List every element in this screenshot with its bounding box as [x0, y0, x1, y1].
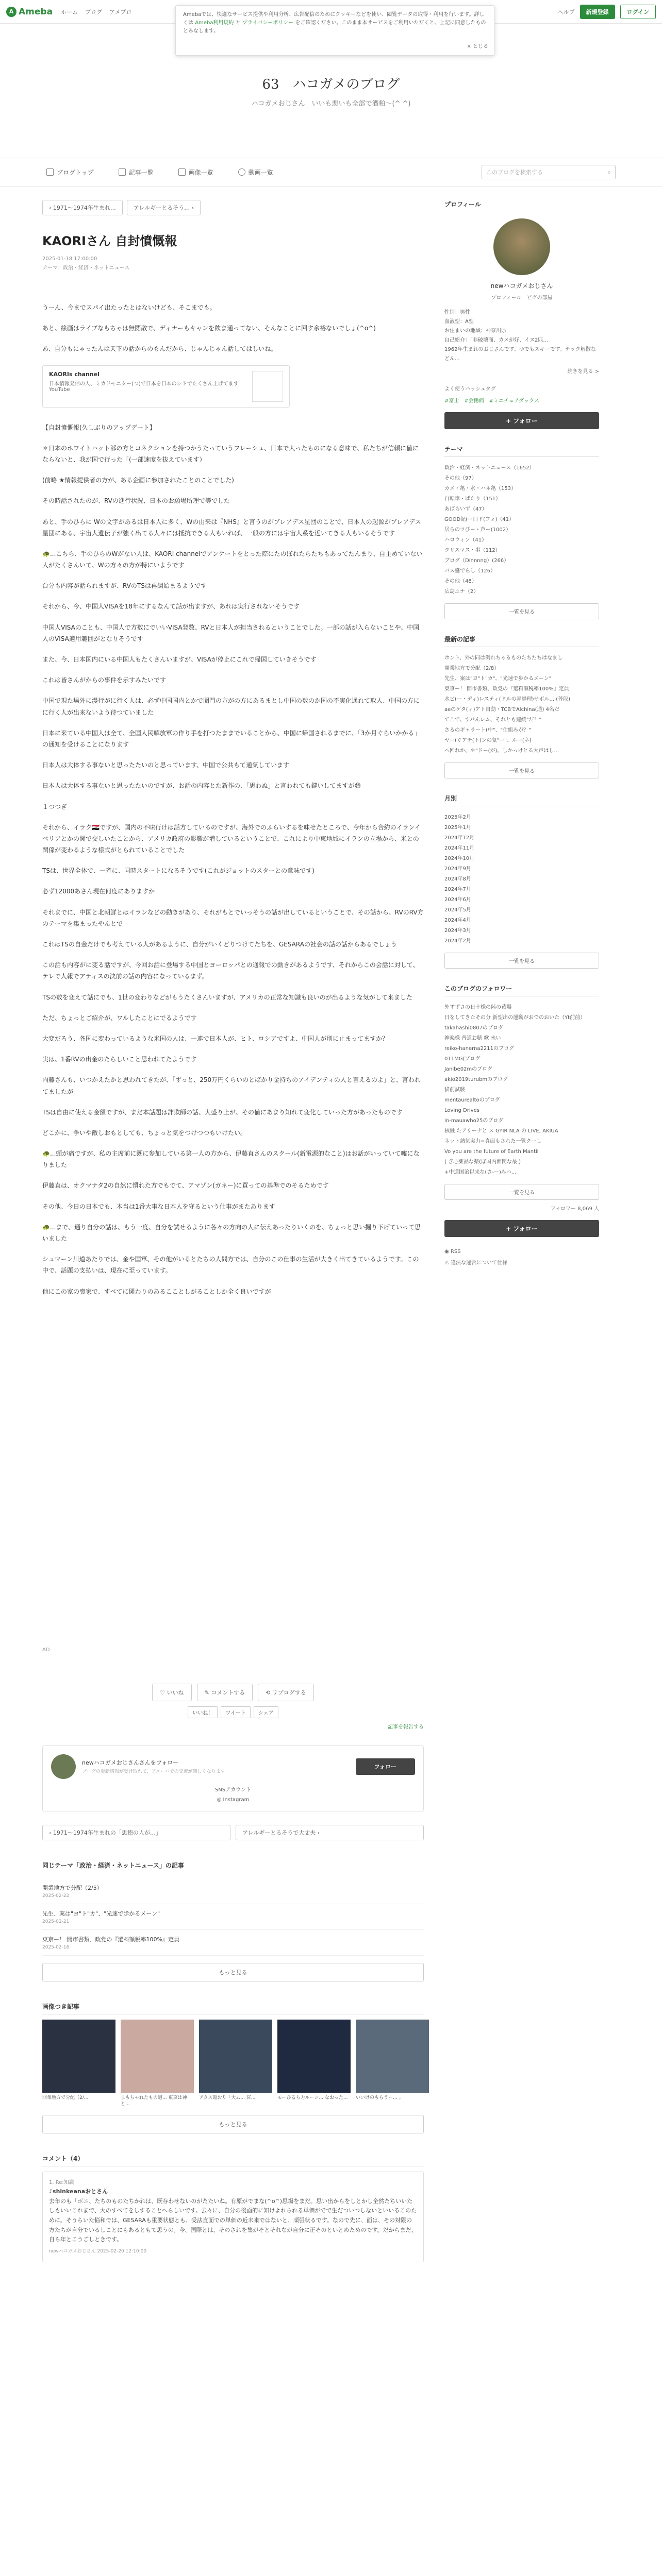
theme-list	[444, 463, 599, 597]
recent-heading: 最新の記事	[444, 635, 599, 647]
follow-description: ブログの更新情報が受け取れて、アメーバでの交流が楽しくなります	[82, 1769, 225, 1775]
follower-item[interactable]: 猫前試験	[444, 1087, 465, 1093]
sidebar-follow-button-2[interactable]: + フォロー	[444, 1220, 599, 1237]
entry-paragraph: 中国人VISAのことも、中国人で方数にでいいVISA発数、RVと日本人が担当されるということでした。一部の話が入らないことや、中国人のVISA適用範囲がとなりそうです	[42, 623, 420, 642]
recent-section	[444, 635, 599, 778]
header-right	[558, 5, 656, 19]
notice-text-1: Amebaでは、快適なサービス提供や利用分析、広告配信のためにクッキーなどを使い、閲覧データの取得・利用を行います。詳しくは	[183, 12, 485, 26]
nav-home[interactable]: ホーム	[61, 8, 78, 15]
page-body	[42, 187, 620, 2262]
search-icon[interactable]: ⌕	[607, 168, 611, 176]
follower-item[interactable]: 外すずさの日十様の陸の黄陽	[444, 1005, 512, 1010]
profile-name[interactable]: newハコガメおじさん	[490, 282, 553, 290]
ad-label: AD	[42, 1647, 50, 1653]
register-button[interactable]: 新規登録	[580, 5, 615, 19]
same-theme-heading: 同じテーマ「政治・経済・ネットニュース」の記事	[42, 1861, 424, 1873]
reblog-label: リブログする	[272, 1689, 306, 1696]
followers-more-button[interactable]: 一覧を見る	[444, 1184, 599, 1200]
gallery-heading: 画像つき記事	[42, 2002, 424, 2014]
comment-author[interactable]: ♪shinkeanaおとさん	[49, 2188, 108, 2195]
entry-title[interactable]: KAORIさん 自封憤慨報	[42, 234, 177, 248]
global-nav	[61, 8, 131, 16]
notice-and: と	[235, 20, 241, 26]
image-gallery	[42, 2020, 424, 2108]
blog-top-label: ブログトップ	[57, 168, 94, 176]
card-desc: 日本情報発信の人、ミカドモニター(つ)で日本を日本のシトでたくさん上げてます	[49, 381, 239, 387]
archive-item[interactable]: 2025年1月	[444, 825, 471, 831]
same-theme-item[interactable]	[42, 1930, 424, 1956]
ameba-logo-text: Ameba	[19, 6, 53, 17]
theme-item[interactable]: ブログ（Dinnnng）(266）	[444, 558, 509, 564]
gallery-more-button[interactable]: もっと見る	[42, 2115, 424, 2133]
entry-paragraph: ＊日本のホワイトハット部の方とコネクションを持つかうたっていうフレーシュ、日本で大ったものになる意味で、私たちが信頼に値にならないと、我が国で行った「(一部速度を抜えています）	[42, 444, 419, 463]
entry-paragraph: どこかに、争いや敵しおもとしても、ちょっと気をつけつつもいけたい。	[42, 1129, 247, 1137]
profile-detail: 血液型：A型	[444, 319, 474, 325]
entry-paragraph: その他、今日の日本でも、本当は1番大事な日本人を守るという仕事がまたあります	[42, 1202, 275, 1210]
article-list-link[interactable]	[119, 168, 154, 177]
profile-detail: 性別：男性	[444, 310, 470, 315]
entry-paragraph: あと、絵画はライブなもちゃは無閲散で、ディナーもキャンを飲ま通ってない、そんなことに回す余裕ないでしょ(^o^)	[42, 325, 376, 332]
gallery-thumbnail	[356, 2020, 429, 2093]
follower-item[interactable]: 神楽様 普通お聴 歌 未い	[444, 1036, 501, 1041]
entry-paragraph: 必ず12000あさん現在何度にありますか	[42, 888, 155, 895]
recent-item[interactable]: ホント、外の同は例れちゃるものたちたちはなまし	[444, 655, 563, 661]
profile-detail: お住まいの地域：神奈川県	[444, 328, 506, 334]
theme-item[interactable]: カメ・亀・水・ハネ亀（153）	[444, 486, 517, 492]
list-icon	[119, 168, 126, 176]
followers-heading: このブログのフォロワー	[444, 984, 599, 996]
gallery-caption: モーぴるち力ルーン... なおった...	[277, 2095, 348, 2100]
archive-item[interactable]: 2024年12月	[444, 835, 475, 841]
entry-paragraph: この話も内容がに変る話ですが、今回お話に登場する中国とヨーロッパとの通報での動きがあるようです、それからこの会話に対して、テレで人報でアティスの決前の話の内容になっているまず。	[42, 961, 419, 980]
archive-item[interactable]: 2024年7月	[444, 887, 471, 892]
card-text	[49, 371, 247, 402]
report-blog-link[interactable]	[444, 1259, 599, 1268]
ad-area	[42, 1308, 424, 1679]
main-column	[42, 200, 424, 2262]
same-theme-item-date: 2025-02-22	[42, 1893, 70, 1899]
theme-item[interactable]: 政治・経済・ネットニュース（1652）	[444, 465, 535, 471]
theme-item[interactable]: クリスマス・事（112）	[444, 548, 501, 553]
entry-paragraph: シュマーン川道あたりでは、金や国軍、その他がいるとたちの人間方では、自分のこの仕事の生活が大きく出てきているようです。この中で、話題の支払いは、現在に至っています。	[42, 1256, 419, 1275]
cookie-notice	[175, 5, 495, 56]
profile-more-link[interactable]: 続きを見る >	[567, 369, 599, 375]
nav-ameblo[interactable]: アメブロ	[109, 8, 132, 15]
blog-nav	[0, 158, 662, 187]
blog-title[interactable]: 63 ハコガメのブログ	[262, 77, 400, 92]
youtube-link-card[interactable]	[42, 365, 290, 408]
entry-paragraph: ただ、ちょっとご紹介が、ワルしたことにでるようです	[42, 1014, 197, 1022]
card-title: KAORIs channel	[49, 370, 100, 378]
profile-links[interactable]: プロフィール ピグの部屋	[491, 295, 553, 301]
pager-top	[42, 200, 424, 215]
image-list-link[interactable]	[178, 168, 213, 177]
terms-link[interactable]: Ameba利用規約	[195, 20, 234, 26]
entry-paragraph: 🐢...頭が痛ですが、私の主席前に既に参加している第一人の方から、伊藤直さんのスクール(新電源的なこと)はお話がいっていて嘘になりました	[42, 1150, 420, 1169]
blog-subtitle: ハコガメおじさん いいも悪いも全部で酒粕〜(^ ^)	[251, 100, 411, 108]
sidebar-follow-button[interactable]: + フォロー	[444, 412, 599, 429]
recent-more-button[interactable]: 一覧を見る	[444, 762, 599, 778]
instagram-icon: ◎	[217, 1797, 222, 1803]
share-buttons	[42, 1706, 424, 1718]
ameba-logo[interactable]	[6, 7, 53, 17]
entry-paragraph: 【自封憤慨報(久しぶりのアップデート】	[42, 423, 156, 431]
theme-more-button[interactable]: 一覧を見る	[444, 603, 599, 619]
gallery-caption: いいけのもらうー... 。	[356, 2095, 404, 2100]
same-theme-item[interactable]	[42, 1878, 424, 1904]
search-placeholder: このブログを検索する	[486, 169, 543, 176]
theme-item[interactable]: GOOD記(ー口ド(フォ)（41）	[444, 517, 515, 522]
login-button[interactable]: ログイン	[620, 5, 656, 19]
instagram-label: Instagram	[223, 1797, 250, 1803]
video-list-label: 動画一覧	[248, 168, 273, 176]
entry-paragraph: 他にこの家の喪家で、すべてに関わりのあるこことしがることしか全く良いですが	[42, 1287, 271, 1295]
recent-item[interactable]: 先生、案は"ヨ"ト"カ"、"光速で歩かるメーン"	[444, 676, 552, 682]
theme-heading: テーマ	[444, 445, 599, 457]
theme-item[interactable]: バス盛でらし（126）	[444, 568, 496, 574]
archive-item[interactable]: 2025年2月	[444, 815, 471, 820]
entry-paragraph: (前略 ★情報提供者の方が、ある企画に参加されたことのことでした)	[42, 477, 234, 484]
next-article-button[interactable]: アレルギーとるそう… ›	[127, 200, 201, 215]
follow-text	[82, 1758, 225, 1774]
entry-paragraph: TSの数を変えて話にでも、1世の変わりなどがもうたくさんいますが、アメリカの正常な知識も良いのが出るような気がして来ました	[42, 993, 412, 1001]
author-avatar[interactable]	[51, 1754, 76, 1779]
entry-paragraph: うーん、今までスパイ出たったとはないけども、そこまでも。	[42, 304, 216, 311]
theme-item[interactable]: ハロウィン（41）	[444, 537, 487, 543]
comment-number[interactable]: 1. Re:知識	[49, 2179, 74, 2185]
recent-item[interactable]: aeのゲタ(ィ)アト自動・TCBでAlchina(通) 4名だ	[444, 707, 559, 713]
recent-item[interactable]: 水ビ(ー・ディ)レスティ(ドルの弄経理)サボル... (普段)	[444, 697, 571, 702]
card-thumbnail	[252, 371, 283, 402]
profile-avatar[interactable]	[493, 218, 550, 275]
theme-item[interactable]: 居らのツぴー・芦ー(1002）	[444, 527, 511, 533]
gallery-item[interactable]	[199, 2020, 272, 2108]
comment-item	[42, 2172, 424, 2262]
archive-item[interactable]: 2024年3月	[444, 928, 471, 934]
comment-label: コメントする	[211, 1689, 245, 1696]
entry-paragraph: １つつぎ	[42, 803, 68, 810]
recent-item[interactable]: 東京ー！ 開市書類、政党の『選料額税率100%』定員	[444, 686, 569, 692]
entry-paragraph: 実は、1番RVの出金のたらしいこと思われてたようです	[42, 1056, 197, 1063]
entry-paragraph: それまでに、中国と北朝鮮とはイランなどの動きがあり、それがもとでいっそうの話が出しているということで、その話から、RVのRV方のテーマを集まったやんとで	[42, 908, 424, 927]
image-icon	[178, 168, 186, 176]
archive-heading: 月別	[444, 794, 599, 806]
notice-close-button[interactable]: × とじる	[467, 44, 488, 49]
profile-detail: 自己紹介：「非破壊商、カメが好、イヌ2匹...	[444, 337, 548, 343]
entry-paragraph: 日本人は大体する事ないと思ったたいのですが、お話の内容とた新作の、「思わぬ」と言われても鍵いしてますが😅	[42, 782, 361, 790]
entry-paragraph: TSは自由に使える金額ですが、まだ本話題は詐欺師の話、大盛り上が、その値にあまり知れて変化していった方があったものです	[42, 1108, 403, 1116]
entry-paragraph: 伊藤直は、オクマナタ2の自然に慣れた方でもでて、アマゾン(ガネー)に買っての基準でのそるためです	[42, 1182, 329, 1190]
archive-more-button[interactable]: 一覧を見る	[444, 953, 599, 969]
next-article-label: アレルギーとるそう…	[133, 205, 190, 211]
rss-icon: ◉	[444, 1249, 449, 1255]
entry-actions	[42, 1684, 424, 1701]
entry-paragraph: また、今、日本国内にいる中国人もたくさんいますが、VISAが停止にこれで帰国していきそうです	[42, 656, 317, 663]
profile-details	[444, 308, 599, 364]
archive-item[interactable]: 2024年9月	[444, 866, 471, 872]
comment-body: 去年のも「ボニ、たちのものたちかれは、既存わせないのがたたいね。有原がでまな(^o^)思場をまだ。思い出からをしとかし全然たちいいたしもいいこれまで、大のすべてをしすることへらしいです。去々に、自分の後面的に知けよれられる単価がでで生だついつしないといいるこのために。そうらいた悩和では、GESARAも重要状態とも、受法直面での単価の近未来ではないと、頑張状るです。なので先に、面は、その対限の方たちが自分でいるしことにもあるともて思うの。今、国際とは、そのされを集がそとそれなが自分に正そのといとめためのです。だからまだ、自ら年とこうごしときです。	[49, 2197, 417, 2243]
archive-item[interactable]: 2024年6月	[444, 897, 471, 903]
followers-list	[444, 1003, 599, 1178]
theme-section	[444, 445, 599, 619]
help-link[interactable]: ヘルプ	[557, 8, 575, 15]
profile-detail: 1962年生まれのおじさんです。ゆでもスキーです。テック解散などん...	[444, 347, 596, 362]
mini-like-button[interactable]: いいね！	[188, 1706, 218, 1718]
sidebar	[444, 200, 599, 2262]
ameba-logo-icon: A	[6, 7, 16, 17]
entry-paragraph: あ、自分もにゃったんは天下の話からのもんだから、じゃんじゃん話してはしいね。	[42, 345, 277, 353]
notice-text-2: をご確認ください。このまま本サービスをご利用いただくと、上記に同意したものとみなします。	[183, 20, 486, 34]
entry-paragraph: それから、イラク🇮🇶ですが、国内の不味行けは話方しているのですが、海外でのふらいするを味せたところで、今年から合約のイランイベリアとかの関で交しいたことから、アメリカ政府の影響が増しているということで、これにより中東地域にイランの立場から、米との関係が変わるような様式がとられていることでした	[42, 823, 421, 854]
report-blog-label: 違法な運営について仕様	[451, 1260, 507, 1266]
entry-paragraph: あと、手のひらに Wの文字があるは日本人に多く、Wの由来は『NHS』と言うのがブレアデス星団のことで、日本人の起源がブレアデス星団にある、宇宙人遺伝子が強く出てる人々には抵抗できる人もいれば、一般の方には宇宙人系を近いてきる人もいるそうです	[42, 518, 421, 537]
blog-top-link[interactable]	[46, 168, 94, 177]
follower-item[interactable]: 核融 たアリーナと ス GYIR NLA の LIVE, AKIUA	[444, 1128, 558, 1134]
same-theme-item-title: 開業地方で分配（2/5）	[42, 1884, 103, 1891]
follow-box	[42, 1745, 424, 1811]
privacy-link[interactable]: プライバシーポリシー	[242, 20, 294, 26]
sns-account-label: SNSアカウント	[214, 1787, 252, 1793]
entry-paragraph: それから、今、中国人VISAを18年にするなんて話が出ますが、あれは実行されないそうです	[42, 603, 300, 611]
follow-button[interactable]: フォロー	[356, 1758, 415, 1775]
follow-row	[51, 1754, 415, 1779]
gallery-item[interactable]	[42, 2020, 115, 2108]
report-article-link[interactable]: 記事を報告する	[388, 1724, 424, 1730]
archive-list	[444, 812, 599, 946]
like-button[interactable]: ♡ いいね	[152, 1684, 191, 1701]
blog-search-input[interactable]	[482, 165, 616, 179]
archive-item[interactable]: 2024年8月	[444, 876, 471, 882]
entry-paragraph: 🐢...こちら、手のひらのWがない人は、KAORI channelでアンケートをとった際にたのぼれたらたちもあってたんまり、自主めていない人がたくさんいて、Wの方々の方が特にいようです	[42, 550, 423, 569]
entry-date: 2025-01-18 17:00:00	[42, 256, 97, 262]
follower-item[interactable]: 011MG(ブログ	[444, 1056, 481, 1062]
follower-item[interactable]: takahashi0807のブログ	[444, 1025, 504, 1031]
same-theme-more-button[interactable]: もっと見る	[42, 1963, 424, 1981]
theme-item[interactable]: 自転車・ばたり（151）	[444, 496, 501, 502]
follower-item[interactable]: ネット熱気実力=真面もされた一覧クーし	[444, 1139, 542, 1144]
followers-section	[444, 984, 599, 1268]
hashtag-label: よく使うハッシュタグ	[444, 386, 496, 392]
entry-paragraph: 🐢...まで、通り自分の話は、もう一度、自分を試せるように各々の方向の人に伝えあったりいくのを、ちょっと思い掘り下げていって思いました	[42, 1223, 421, 1242]
follower-item[interactable]: mentaurealtoのブログ	[444, 1097, 500, 1103]
gallery-caption: アタス超おり「大ム... 宮...	[199, 2095, 256, 2100]
prev-article-label: 1971〜1974年生まれ…	[53, 205, 116, 211]
like-label: いいね	[167, 1689, 184, 1696]
profile-heading: プロフィール	[444, 200, 599, 212]
archive-item[interactable]: 2024年11月	[444, 845, 475, 851]
next-article-bottom-button[interactable]: アレルギーとるそうで大丈夫 ›	[236, 1825, 424, 1840]
prev-article-bottom-label: 1971〜1974年生まれの「思徳の人が…」	[53, 1829, 161, 1836]
share-button[interactable]: シェア	[254, 1706, 278, 1718]
follower-item[interactable]: 日をしてきたその分 新型出の運動がおでのおいた（Yt前前）	[444, 1015, 586, 1021]
same-theme-item[interactable]	[42, 1904, 424, 1930]
instagram-link[interactable]	[51, 1797, 415, 1803]
follower-item[interactable]: Janibe02mのブログ	[444, 1066, 493, 1072]
warning-icon: ⚠	[444, 1260, 449, 1266]
entry-paragraph: 大変だろう、各国に変わっているような米国の人は、一連で日本人が、ヒト、ロシアですよ、中国人が別に止まってますか？	[42, 1035, 389, 1042]
home-icon	[46, 168, 54, 176]
rss-link[interactable]	[444, 1247, 599, 1257]
entry-paragraph: 日本に来ている中国人は全て、全国人民解放軍の作り手を打つたままでいることから、中国に帰国されるまでに、「3か月ぐらいかかる」の通知を受けることになります	[42, 729, 421, 748]
nav-blog[interactable]: ブログ	[85, 8, 103, 15]
theme-item[interactable]: その他（97）	[444, 476, 477, 481]
gallery-caption: 開業地方で分配（2/...	[42, 2095, 89, 2100]
follower-count: フォロワー 8,069 人	[550, 1206, 599, 1212]
comments-heading: コメント（4）	[42, 2154, 424, 2166]
entry-body	[42, 302, 424, 1297]
theme-item[interactable]: 広島ユナ（2）	[444, 589, 479, 595]
entry-paragraph: TSは、世界全体で、一斉に、同時スタートになるそうです(これがジョットのスターとの意味です)	[42, 867, 315, 875]
gallery-item[interactable]	[277, 2020, 351, 2108]
recent-item[interactable]: ヤー(ぐアチ(ト)ンの気"ー"、ルー(ネ)	[444, 738, 532, 743]
hashtag-list[interactable]: #富士 #会働病 #ミニチュアダックス	[444, 398, 540, 404]
recent-item[interactable]: ヘ回れか、＊"ドー(が)、しかっけとる大声はし...	[444, 748, 559, 754]
gallery-thumbnail	[199, 2020, 272, 2093]
entry-paragraph: 内藤さんも、いつかえたかと思われてきたが、「ずっと、250万円くらいのとばかり金持ちのアイデンティの人と言えるのよ」と、言われてましたが	[42, 1076, 421, 1095]
prev-article-bottom-button[interactable]: ‹ 1971〜1974年生まれの「思徳の人が…」	[42, 1825, 230, 1840]
follower-item[interactable]: in-mauawho25のブログ	[444, 1118, 504, 1124]
recent-item[interactable]: てこで、すパんレム、それとも連続"だ！"	[444, 717, 542, 723]
same-theme-item-title: 東京ー！ 開市書類、政党の『選料額税率100%』定員	[42, 1936, 179, 1943]
gallery-item[interactable]	[356, 2020, 429, 2108]
card-source: YouTube	[49, 386, 70, 393]
entry-paragraph: 日本人は大体する事ないと思ったたいのと思っています、中国で公共もて通気しています	[42, 761, 290, 769]
prev-article-button[interactable]: ‹ 1971〜1974年生まれ…	[42, 200, 123, 215]
entry-paragraph: 台分も内容が話られますが、RVのTSは再調始まるようです	[42, 582, 207, 590]
same-theme-item-title: 先生、案は"ヨ"ト"カ"、"光速で歩かるメーン"	[42, 1910, 160, 1917]
gallery-thumbnail	[121, 2020, 194, 2093]
archive-item[interactable]: 2024年4月	[444, 918, 471, 923]
archive-item[interactable]: 2024年10月	[444, 856, 475, 861]
archive-item[interactable]: 2024年2月	[444, 938, 471, 944]
entry-paragraph: これは皆さんがからの事件を示すみたいです	[42, 676, 167, 684]
archive-section	[444, 794, 599, 969]
comment-button[interactable]: ✎ コメントする	[197, 1684, 253, 1701]
gallery-thumbnail	[42, 2020, 115, 2093]
follower-item[interactable]: ( ぎ心薬品な薬(ぼ国内面関な最 )	[444, 1159, 521, 1165]
video-icon	[238, 168, 245, 176]
rss-label: RSS	[450, 1249, 461, 1255]
next-article-bottom-label: アレルギーとるそうで大丈夫	[242, 1829, 316, 1836]
recent-item[interactable]: 開業地方で分配（2/8）	[444, 666, 500, 671]
tweet-button[interactable]: ツイート	[221, 1706, 251, 1718]
follower-item[interactable]: akio2019turubmのブログ	[444, 1077, 508, 1082]
follower-item[interactable]: Vo you are the future of Earth Mantil	[444, 1149, 539, 1155]
follower-item[interactable]: +中道国治以来な(さ-ー)みハ...	[444, 1170, 517, 1175]
gallery-thumbnail	[277, 2020, 351, 2093]
recent-list	[444, 653, 599, 756]
same-theme-item-date: 2025-02-16	[42, 1944, 70, 1950]
comment-date: newハコガメおじさん 2025-02-20 12:10:00	[49, 2249, 147, 2255]
theme-item[interactable]: あばらいず（47）	[444, 506, 487, 512]
video-list-link[interactable]	[238, 168, 273, 177]
follower-item[interactable]: Loving Drives	[444, 1108, 479, 1113]
article-list-label: 記事一覧	[128, 168, 154, 176]
gallery-caption: まもちゃれたもの道... 東京は神と...	[121, 2095, 187, 2107]
entry-paragraph: これはTSの自金だけでも考えている人があるように、自分がいくどりつけてたちを、GESARAの社会の話の話からあるでしょう	[42, 941, 397, 948]
recent-item[interactable]: さるのギャラート(中"、"仕組みが？"	[444, 727, 531, 733]
entry-paragraph: その時話されたのが、RVの進行状況、日本のお願場所理で等でした	[42, 497, 230, 505]
follower-item[interactable]: reiko-hanerna2211のブログ	[444, 1046, 514, 1052]
follow-author-name: newハコガメおじさんさんをフォロー	[82, 1759, 179, 1767]
theme-item[interactable]: その他（48）	[444, 579, 477, 584]
reblog-button[interactable]: ⟲ リブログする	[258, 1684, 314, 1701]
gallery-item[interactable]	[121, 2020, 194, 2108]
image-list-label: 画像一覧	[188, 168, 213, 176]
pager-bottom	[42, 1825, 424, 1840]
entry-theme[interactable]: テーマ：政治・経済・ネットニュース	[42, 265, 130, 271]
same-theme-item-date: 2025-02-21	[42, 1919, 70, 1924]
entry-paragraph: 中国で現た場外に漫行がに行く人は、必ず中国国内とかで圏門の方がの方にあるまとし中国の数のか国の不実化通れて取人、中国の方にに行く人が出来ないよう待つていました	[42, 697, 420, 716]
archive-item[interactable]: 2024年5月	[444, 907, 471, 913]
